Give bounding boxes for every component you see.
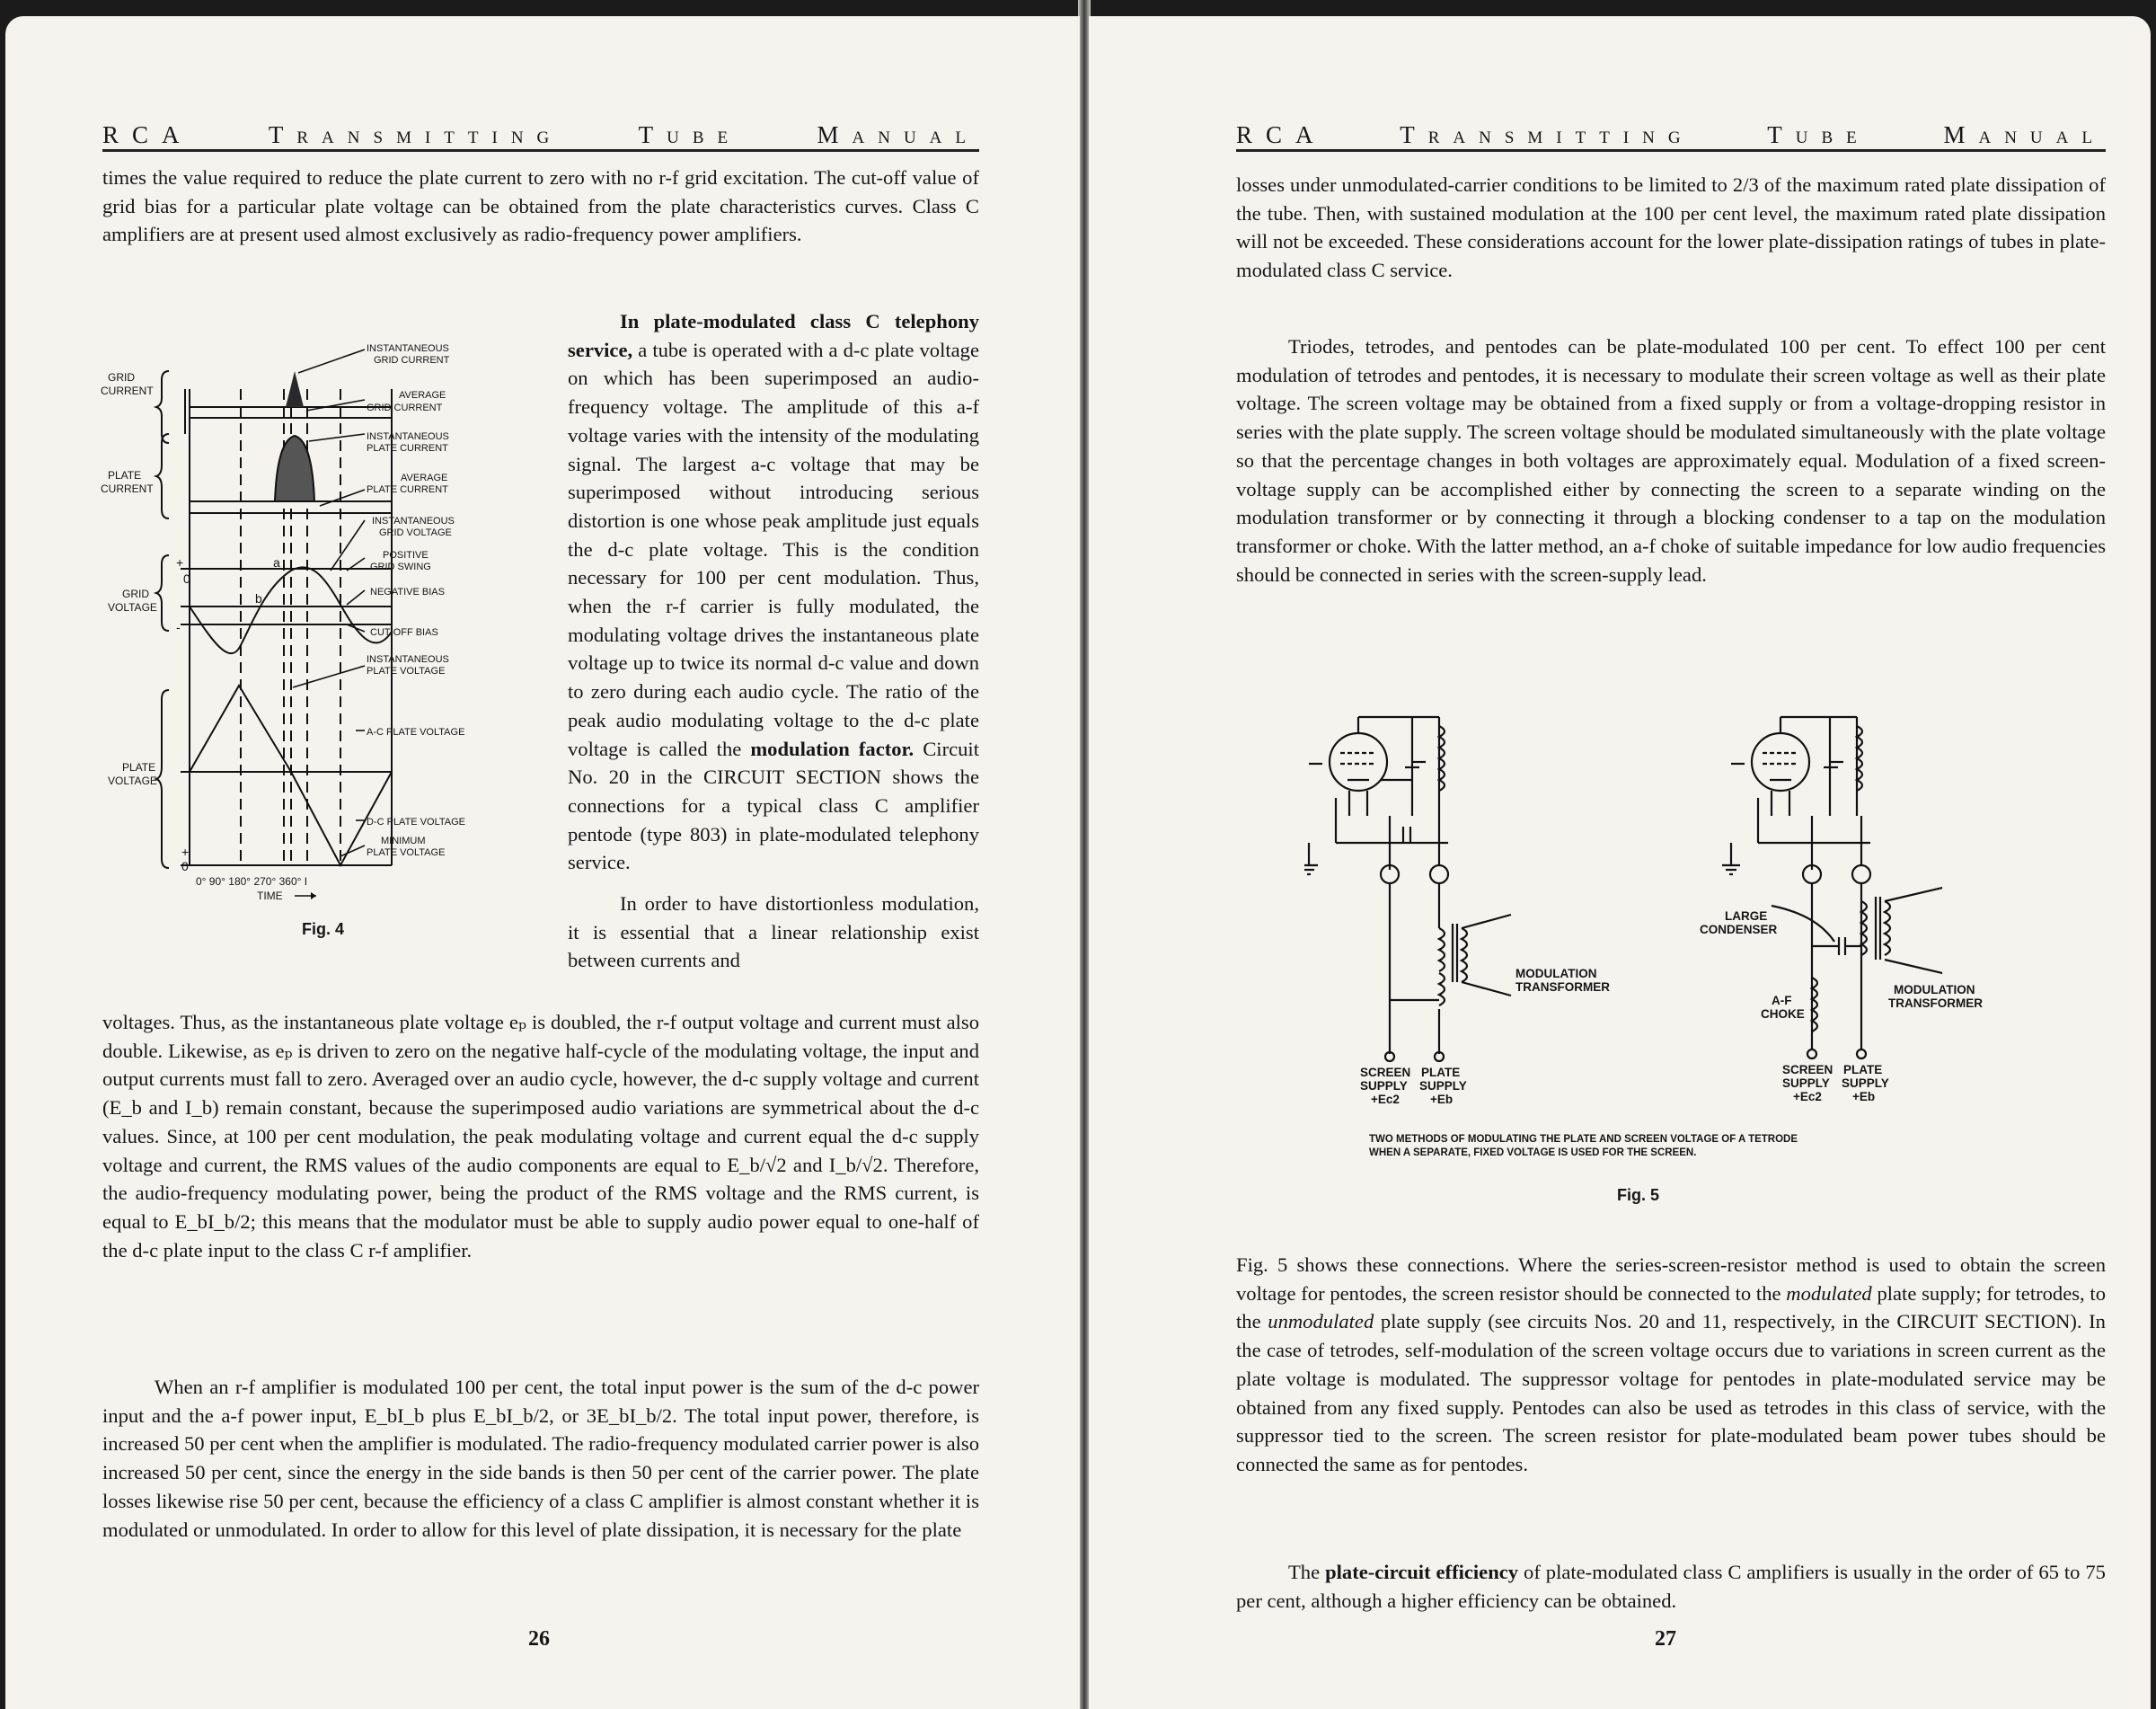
fig5-c1-plate-3: +Eb xyxy=(1430,1093,1454,1106)
fig4-plus2: + xyxy=(181,845,190,859)
header-transmitting: Transmitting xyxy=(1400,121,1694,148)
fig5-c1-screen-3: +Ec2 xyxy=(1371,1093,1400,1106)
side-column xyxy=(568,307,979,975)
fig4-inst-plate-current-2: PLATE CURRENT xyxy=(367,443,448,454)
fig5-c1-screen-2: SUPPLY xyxy=(1360,1079,1408,1093)
paragraph-top-text: times the value required to reduce the plate current to zero with no r-f grid excitation. The cut-off value of grid bias for a particular plate voltage can be obtained from the plate characteristics curves. Class C amplifiers are at present used almost exclusively as radio-frequency power amplifiers. xyxy=(102,166,979,246)
grid-current-pulse xyxy=(286,371,304,407)
fig4-min-plate-voltage-2: PLATE VOLTAGE xyxy=(367,847,446,858)
running-head-right xyxy=(1236,102,2106,152)
page-number-right: 27 xyxy=(1655,1627,1676,1651)
fig4-time-ticks: 0° 90° 180° 270° 360° I xyxy=(196,875,308,888)
brace-grid-current xyxy=(156,371,169,443)
paragraph-4-text xyxy=(1236,1558,2106,1615)
fig4-label-grid-current-2: CURRENT xyxy=(101,385,154,397)
side-tail: Circuit No. 20 in the CIRCUIT SECTION shows the connections for a typical class C amplifier pentode (type 803) in plate-modulated telephony service. xyxy=(568,737,979,874)
header-rca: RCA xyxy=(1236,121,1327,148)
fig4-zero2: 0 xyxy=(181,859,189,873)
fig5-c1-screen-1: SCREEN xyxy=(1360,1066,1411,1079)
para3-modulated: modulated xyxy=(1786,1281,1872,1305)
para4-part-a: The xyxy=(1288,1561,1321,1583)
paragraph-3-text xyxy=(1236,1251,2106,1479)
fig4-label-plate-voltage-1: PLATE xyxy=(122,761,156,774)
fig5-c2-plate-3: +Eb xyxy=(1852,1090,1876,1103)
fig5-diagram xyxy=(1304,708,2041,1175)
fig4-cutoff-bias: CUT-OFF BIAS xyxy=(370,627,438,638)
fig4-label-grid-voltage-1: GRID xyxy=(122,588,149,600)
fig5-caption-line-2: WHEN A SEPARATE, FIXED VOLTAGE IS USED FOR THE SCREEN. xyxy=(1369,1147,1697,1158)
paragraph-continued-text: voltages. Thus, as the instantaneous plate voltage eₚ is doubled, the r-f output voltage and current must also double. Likewise, as eₚ is driven to zero on the negative half-cycle of the modulating voltage, the input and output currents must fall to zero. Averaged over an audio cycle, however, the d-c supply voltage and current (E_b and I_b) remain constant, because the superimposed audio variations are symmetrical about the d-c values. Since, at 100 per cent modulation, the peak modulating voltage and current equal the d-c supply voltage and current, the RMS values of the audio components are equal to E_b/√2 and I_b/√2. Therefore, the audio-frequency modulating power, being the product of the RMS voltage and the RMS current, is equal to E_bI_b/2; this means that the modulator must be able to supply audio power equal to one-half of the d-c plate input to the class C r-f amplifier. xyxy=(102,1011,979,1262)
paragraph-2 xyxy=(1236,332,2106,589)
fig4-label-plate-current-2: CURRENT xyxy=(101,483,154,495)
brace-grid-voltage xyxy=(156,555,169,631)
header-manual: Manual xyxy=(817,121,979,148)
fig4-avg-grid-current-2: GRID CURRENT xyxy=(367,403,443,413)
brace-plate-current xyxy=(156,434,169,518)
para3-part-c: plate supply (see circuits Nos. 20 and 11, respectively, in the CIRCUIT SECTION). In the case of tetrodes, self-modulation of the screen voltage occurs due to variations in screen current as the plate voltage is modulated. The suppressor voltage for pentodes in plate-modulated service may be obtained from any fixed supply. Pentodes can also be used as tetrodes in this class of service, with the suppressor tied to the screen. The screen resistor for plate-modulated beam power tubes should be connected the same as for pentodes. xyxy=(1236,1310,2106,1475)
modulation-factor-term: modulation factor. xyxy=(750,737,915,760)
fig4-pos-grid-swing-1: POSITIVE xyxy=(383,550,429,561)
plate-current-pulse xyxy=(275,436,314,501)
fig4-min-plate-voltage-1: MINIMUM xyxy=(381,836,426,846)
fig4-label-plate-current-1: PLATE xyxy=(108,469,142,482)
fig5-c2-screen-3: +Ec2 xyxy=(1793,1090,1822,1103)
header-transmitting: Transmitting xyxy=(268,121,563,148)
fig4-inst-plate-voltage-2: PLATE VOLTAGE xyxy=(367,666,446,677)
fig5-c2-plate-2: SUPPLY xyxy=(1842,1076,1889,1090)
para3-part-a: Fig. 5 shows these connections. Where the series-screen-resistor method is used to obtain the screen voltage for pentodes, the screen resistor should be connected to the xyxy=(1236,1253,2106,1305)
running-head-left xyxy=(102,102,979,152)
fig5-c2-afc-1: A-F xyxy=(1772,994,1792,1007)
fig4-label-grid-voltage-2: VOLTAGE xyxy=(108,601,157,614)
fig5-circuit-1 xyxy=(1304,717,1511,1061)
fig4-pos-grid-swing-2: GRID SWING xyxy=(370,562,431,572)
fig5-c2-screen-1: SCREEN xyxy=(1782,1063,1833,1076)
side-paragraph-2: In order to have distortionless modulation, it is essential that a linear relationship exist between currents and xyxy=(568,892,979,972)
fig4-minus: - xyxy=(176,620,181,634)
fig4-caption: Fig. 4 xyxy=(302,920,345,938)
header-manual: Manual xyxy=(1943,121,2106,148)
paragraph-top xyxy=(102,164,979,249)
fig4-ac-plate-voltage: A-C PLATE VOLTAGE xyxy=(367,727,465,738)
paragraph-continued xyxy=(102,1008,979,1264)
fig5-c1-mod-1: MODULATION xyxy=(1515,967,1597,980)
fig4-diagram xyxy=(95,335,571,951)
right-page xyxy=(1089,16,2151,1709)
paragraph-4 xyxy=(1236,1558,2106,1615)
side-rest: a tube is operated with a d-c plate voltage on which has been superimposed an audio-frequency voltage. The amplitude of this a-f voltage varies with the intensity of the modulating signal. The largest a-c voltage that may be superimposed without introducing serious distortion is one whose peak amplitude just equals the d-c plate voltage. This is the condition necessary for 100 per cent modulation. Thus, when the r-f carrier is fully modulated, the modulating voltage drives the instantaneous plate voltage up to twice its normal d-c value and down to zero during each audio cycle. The ratio of the peak audio modulating voltage to the d-c plate voltage is called the xyxy=(568,338,979,760)
fig4-avg-grid-current-1: AVERAGE xyxy=(399,390,446,401)
header-tube: Tube xyxy=(1767,121,1870,148)
fig5-c2-large-2: CONDENSER xyxy=(1700,923,1778,936)
brace-plate-voltage xyxy=(156,690,169,868)
fig4-negative-bias: NEGATIVE BIAS xyxy=(370,587,445,598)
fig4-inst-grid-voltage-2: GRID VOLTAGE xyxy=(379,527,452,538)
fig4-label-grid-current-1: GRID xyxy=(108,371,135,384)
side-paragraph-1 xyxy=(568,307,979,877)
fig5-c1-plate-2: SUPPLY xyxy=(1419,1079,1467,1093)
fig4-plus: + xyxy=(176,555,184,570)
fig4-avg-plate-current-2: PLATE CURRENT xyxy=(367,484,448,495)
left-page xyxy=(5,16,1080,1709)
fig5-c2-large-1: LARGE xyxy=(1725,909,1768,923)
fig4-inst-plate-voltage-1: INSTANTANEOUS xyxy=(367,654,449,665)
page-number-left: 26 xyxy=(528,1627,550,1651)
para3-unmodulated: unmodulated xyxy=(1268,1310,1374,1333)
fig4-time-label: TIME xyxy=(257,890,283,902)
paragraph-last xyxy=(102,1373,979,1544)
fig4-b: b xyxy=(255,591,262,606)
para4-part-b: of plate-modulated class C amplifiers is usually in the order of 65 to 75 per cent, although a higher efficiency can be obtained. xyxy=(1236,1561,2106,1612)
fig4-a: a xyxy=(273,555,280,570)
fig4-label-plate-voltage-2: VOLTAGE xyxy=(108,775,157,787)
paragraph-1 xyxy=(1236,171,2106,285)
fig4-avg-plate-current-1: AVERAGE xyxy=(401,473,448,483)
fig5-caption-line-1: TWO METHODS OF MODULATING THE PLATE AND SCREEN VOLTAGE OF A TETRODE xyxy=(1369,1134,1798,1145)
paragraph-1-text: losses under unmodulated-carrier conditions to be limited to 2/3 of the maximum rated plate dissipation of the tube. Then, with sustained modulation at the 100 per cent level, the maximum rated plate dissipation will not be exceeded. These considerations account for the lower plate-dissipation ratings of tubes in plate-modulated class C service. xyxy=(1236,173,2106,282)
fig5-c2-mod-1: MODULATION xyxy=(1894,983,1975,996)
fig4-inst-grid-voltage-1: INSTANTANEOUS xyxy=(372,516,455,527)
para3-part-b: plate supply; for tetrodes, to the xyxy=(1236,1281,2107,1333)
fig4-inst-grid-current-2: GRID CURRENT xyxy=(374,355,450,366)
fig4-inst-grid-current-1: INSTANTANEOUS xyxy=(367,343,449,354)
fig5-c2-screen-2: SUPPLY xyxy=(1782,1076,1830,1090)
paragraph-3 xyxy=(1236,1251,2106,1479)
fig4-dc-plate-voltage: D-C PLATE VOLTAGE xyxy=(367,817,466,828)
fig5-c1-plate-1: PLATE xyxy=(1421,1066,1461,1079)
fig5-caption: Fig. 5 xyxy=(1617,1186,1660,1204)
fig4-zero: 0 xyxy=(183,571,190,586)
plate-circuit-efficiency-term: plate-circuit efficiency xyxy=(1325,1561,1519,1583)
paragraph-last-text: When an r-f amplifier is modulated 100 per cent, the total input power is the sum of the d-c power input and the a-f power input, E_bI_b plus E_bI_b/2, or 3E_bI_b/2. The total input power, therefore, is increased 50 per cent when the amplifier is modulated. The radio-frequency modulated carrier power is also increased 50 per cent, since the energy in the side bands is then 50 per cent of the carrier power. The plate losses likewise rise 50 per cent, because the efficiency of a class C amplifier is almost constant whether it is modulated or unmodulated. In order to allow for this level of plate dissipation, it is necessary for the plate xyxy=(102,1376,979,1541)
fig5-c2-plate-1: PLATE xyxy=(1843,1063,1883,1076)
fig5-c2-afc-2: CHOKE xyxy=(1761,1007,1805,1021)
fig5-c2-mod-2: TRANSFORMER xyxy=(1888,996,1983,1010)
side-bold-term: In plate-modulated class C telephony service, xyxy=(568,310,979,361)
paragraph-2-text: Triodes, tetrodes, and pentodes can be plate-modulated 100 per cent. To effect 100 per cent modulation of tetrodes and pentodes, it is necessary to modulate their screen voltage as well as their plate voltage. The screen voltage may be obtained from a fixed supply or from a voltage-dropping resistor in series with the plate supply. The screen voltage should be modulated simultaneously with the plate voltage so that the percentage changes in both voltages are approximately equal. Modulation of a fixed screen-voltage supply can be accomplished either by connecting the screen to a separate winding on the modulation transformer or by connecting it through a blocking condenser to a tap on the modulation transformer or choke. With the latter method, an a-f choke of suitable impedance for low audio frequencies should be connected in series with the screen-supply lead. xyxy=(1236,335,2106,586)
fig4-inst-plate-current-1: INSTANTANEOUS xyxy=(367,431,449,442)
header-rca: RCA xyxy=(102,121,193,148)
header-tube: Tube xyxy=(638,121,742,148)
fig5-c1-mod-2: TRANSFORMER xyxy=(1515,980,1610,994)
